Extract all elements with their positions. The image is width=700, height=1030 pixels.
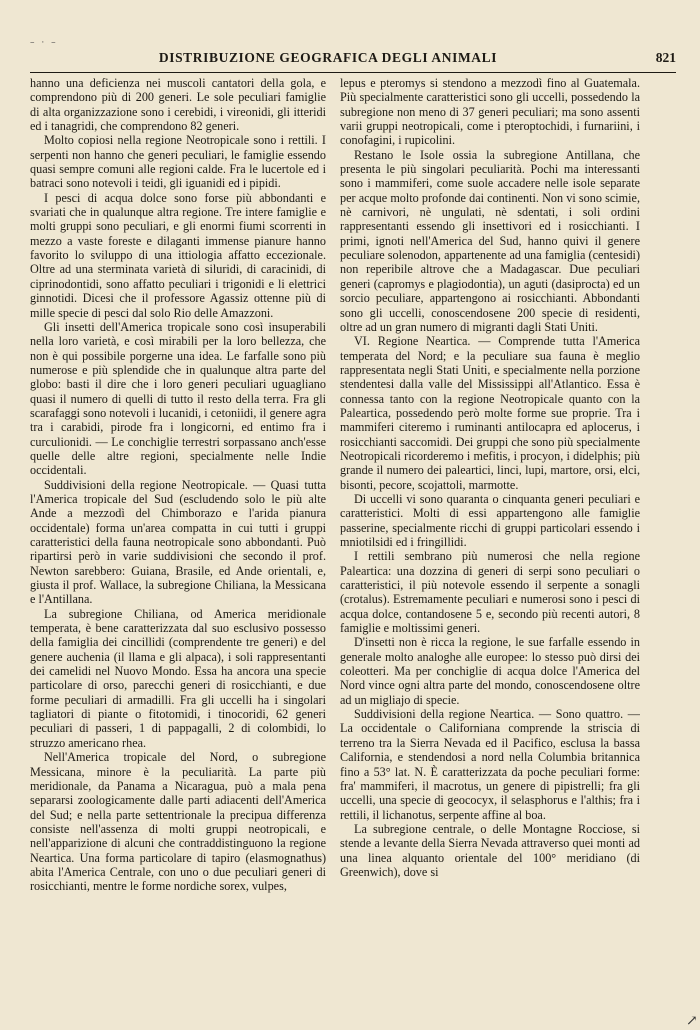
paragraph: Nell'America tropicale del Nord, o subregione Messicana, minore è la peculiarità. La parte più meridionale, da Panama a Nicaragua, può a mala pena separarsi zoologicamente dalle parti adiacenti dell'America del Sud; e nella parte settentrionale la precipua differenza consiste nell'assenza di molti gruppi neotropicali, e nell'apparizione di alcuni che contraddistinguono la regione Neartica. Una forma particolare di tapiro (elasmognathus) abita l'America Centrale, con uno o due peculiari generi di rosicchianti, mentre le forme nordiche sorex, vulpes,	[30, 750, 326, 894]
paragraph: I pesci di acqua dolce sono forse più abbondanti e svariati che in qualunque altra regione. Tre intere famiglie e molti gruppi sono peculiari, e gli enormi fiumi scorrenti in mezzo a vaste foreste e dilaganti immense pianure hanno favorito lo sviluppo di una ittiologia affatto eccezionale. Oltre ad una sterminata varietà di siluridi, di caracinidi, di ciprinodontidi, sono affatto peculiari i trigonidi e li elettrici ginnotidi. Dicesi che il professore Agassiz ottenne più di mille specie di pesci dal solo Rio delle Amazzoni.	[30, 190, 326, 320]
right-column	[340, 76, 640, 996]
paragraph: lepus e pteromys si stendono a mezzodì fino al Guatemala. Più specialmente caratteristici sono gli uccelli, possedendo la subregione non meno di 37 generi peculiari; ma sono assenti varii gruppi neotropicali, come i pteroptochidi, i furnariini, i conofagini, i rupicolini.	[340, 76, 640, 148]
paragraph: Di uccelli vi sono quaranta o cinquanta generi peculiari e caratteristici. Molti di essi appartengono alle famiglie passerine, specialmente ricchi di gruppi particolari essendo i mniotilsidi ed i fringillidi.	[340, 491, 640, 549]
paragraph: I rettili sembrano più numerosi che nella regione Paleartica: una dozzina di generi di serpi sono peculiari o caratteristici, il più notevole essendo il serpente a sonagli (crotalus). Estremamente peculiari e numerosi sono i pesci di acqua dolce, contandosene 5 e, secondo più recenti autori, 8 famiglie e moltissimi generi.	[340, 549, 640, 636]
paragraph: Suddivisioni della regione Neotropicale. — Quasi tutta l'America tropicale del Sud (escludendo solo le più alte Ande a mezzodì del Chimborazo e l'arida pianura occidentale) forma un'area compatta in cui tutti i gruppi caratteristici della fauna neotropicale sono abbondanti. Può ripartirsi però in varie suddivisioni che secondo il prof. Newton sarebbero: Guiana, Brasile, ed Ande orientali, e, giusta il prof. Wallace, la subregione Chiliana, la Messicana e l'Antillana.	[30, 477, 326, 607]
left-column	[30, 76, 326, 996]
paragraph: D'insetti non è ricca la regione, le sue farfalle essendo in generale molto analoghe alle europee: lo stesso può dirsi dei coleotteri. Ma per conchiglie di acqua dolce l'America del Nord vince ogni altra parte del mondo, conoscendosene oltre ad un migliajo di specie.	[340, 635, 640, 707]
paragraph: hanno una deficienza nei muscoli cantatori della gola, e comprendono più di 200 generi. Le sole peculiari famiglie di alta organizzazione sono i cerebidi, i vireonidi, gli itteridi ed i tanagridi, che comprendono 82 generi.	[30, 76, 326, 134]
page-number: 821	[655, 50, 676, 65]
paragraph: La subregione centrale, o delle Montagne Rocciose, si stende a levante della Sierra Nevada attraverso quei monti ad una linea alquanto orientale del 100° meridiano (di Greenwich), dove si	[340, 821, 640, 879]
paragraph: Restano le Isole ossia la subregione Antillana, che presenta le più singolari peculiarità. Pochi ma interessanti sono i mammiferi, come suole accadere nelle isole separate per acque molto profonde dai continenti. Non vi sono scimie, nè carnivori, nè ungulati, nè sdentati, i soli ordini rappresentanti essendo gli insettivori ed i rosicchianti. I primi, ignoti nell'America del Sud, hanno quivi il genere peculiare solenodon, appartenente ad una famiglia (centesidi) non reperibile altrove che a Madagascar. Due peculiari generi (capromys e plagiodontia), un aguti (dasiprocta) ed un sorcio peculiare, appartengono ai rosicchianti. Abbondanti sono gli uccelli, conoscendosene 200 specie di residenti, oltre ad un gran numero di migranti dagli Stati Uniti.	[340, 147, 640, 334]
paragraph: Gli insetti dell'America tropicale sono così insuperabili nella loro varietà, e così mirabili per la loro bellezza, che non è qui possibile porgerne una idea. Le farfalle sono più numerose e più splendide che in qualunque altra parte del globo: basti il dire che i loro generi peculiari uguagliano quasi il numero di quelli di tutto il resto della terra. Fra gli scarafaggi sono notevoli i lucanidi, i cetoniidi, il genere agra tra i carabidi, pirode fra i longicorni, ed entimo fra i curculionidi. — Le conchiglie terrestri sorpassano anch'esse quelle delle altre regioni, specialmente nelle Indie occidentali.	[30, 319, 326, 478]
running-title: DISTRIBUZIONE GEOGRAFICA DEGLI ANIMALI	[158, 50, 498, 65]
paragraph: VI. Regione Neartica. — Comprende tutta l'America temperata del Nord; e la peculiare sua fauna è meglio rappresentata negli Stati Uniti, e specialmente nella porzione stendentesi dalla valle del Mississippi all'Atlantico. Essa è connessa tanto con la regione Neotropicale quanto con la Paleartica, possedendo però molte forme sue proprie. Tra i mammiferi citeremo i ruminanti antilocapra ed aplocerus, i rosicchianti saccomidi. Dei gruppi che sono più specialmente Neotropicali ricorderemo i mefitis, i procyon, i didelphis; più grande il numero dei paleartici, linci, lupi, martore, orsi, elci, bisonti, pecore, scojattoli, marmotte.	[340, 334, 640, 492]
paragraph: Suddivisioni della regione Neartica. — Sono quattro. — La occidentale o Californiana comprende la striscia di terreno tra la Sierra Nevada ed il Pacifico, esclusa la bassa California, e stendendosi a nord nella Columbia britannica fino a 53° lat. N. È caratterizzata da poche peculiari forme: fra' mammiferi, il macrotus, un genere di pipistrelli; fra gli uccelli, una specie di geococyx, il selasphorus e l'althis; fra i rettili, il lichanotus, serpente affine al boa.	[340, 707, 640, 822]
paragraph: La subregione Chiliana, od America meridionale temperata, è bene caratterizzata dal suo esclusivo possesso della famiglia dei cincillidi (comprendente tre generi) e del genere auchenia (il llama e gli alpaca), i soli rappresentanti dei camelidi nel Nuovo Mondo. Essa ha ancora una specie particolare di orso, parecchi generi di rosicchianti, e due forme peculiari di armadilli. Fra gli uccelli ha i singolari tagliatori di piante o fitotomidi, i tinocoridi, 62 generi peculiari di passeri, 1 di pappagalli, 2 di colombidi, lo struzzo americano rhea.	[30, 606, 326, 750]
paragraph: Molto copiosi nella regione Neotropicale sono i rettili. I serpenti non hanno che generi peculiari, le famiglie essendo quasi sempre comuni alle regioni calde. Fra le lucertole ed i batraci sono notevoli i teidi, gli iguanidi ed i pipidi.	[30, 133, 326, 191]
corner-mark: – · –	[30, 38, 58, 48]
running-header	[30, 50, 676, 70]
header-rule	[30, 72, 676, 73]
corner-tick-mark: ↗	[686, 1013, 698, 1029]
